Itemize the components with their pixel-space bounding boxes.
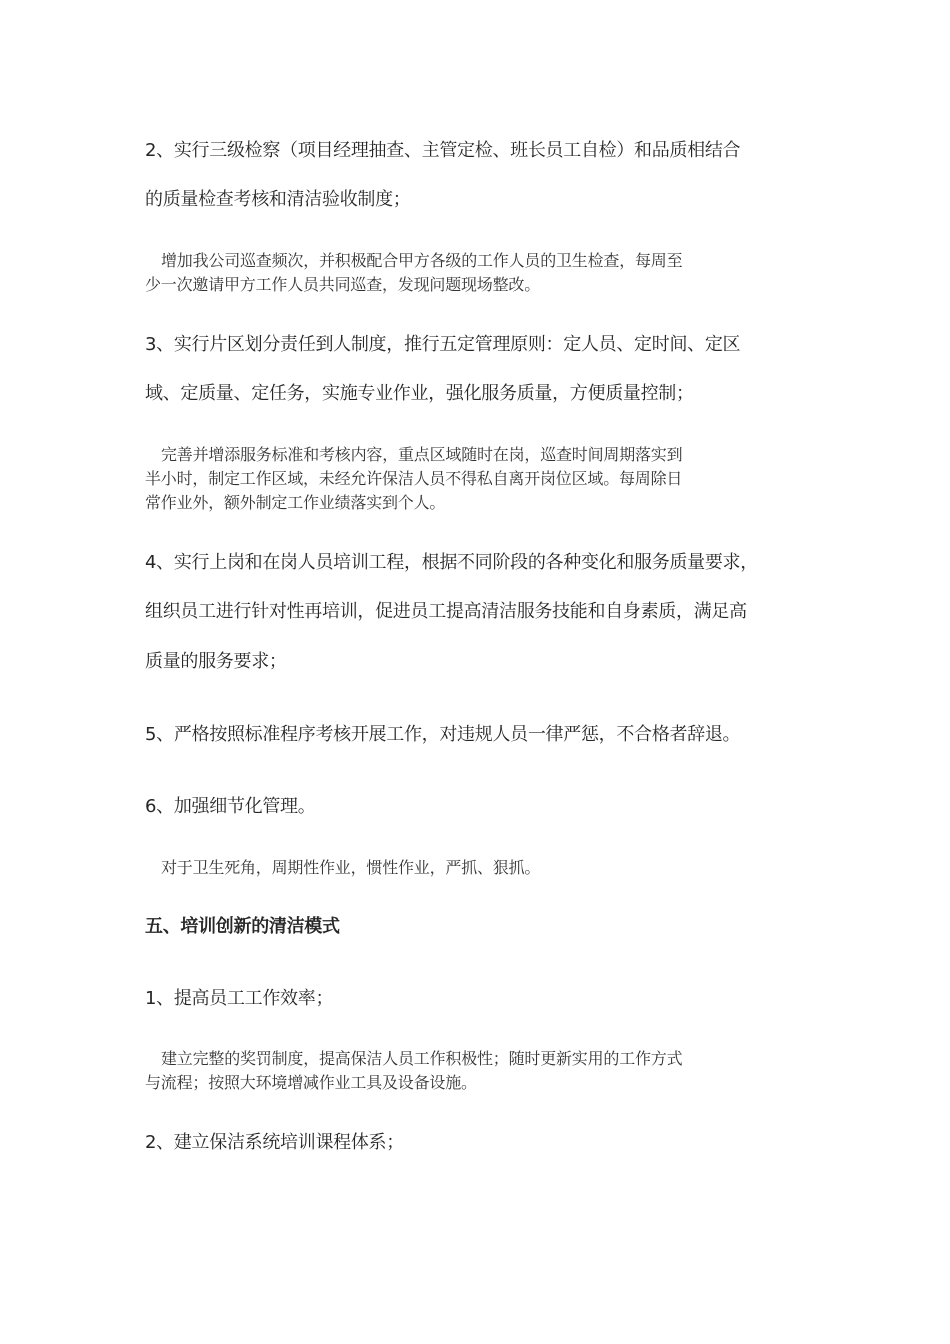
section-5-heading: 五、培训创新的清洁模式: [145, 916, 340, 937]
item-3-line-1: 3、实行片区划分责任到人制度，推行五定管理原则：定人员、定时间、定区: [145, 334, 741, 355]
item-2-line-2: 的质量检查考核和清洁验收制度；: [145, 189, 411, 210]
section-5-item-1: 1、提高员工工作效率；: [145, 988, 334, 1009]
note-2-line-3: 常作业外，额外制定工作业绩落实到个人。: [145, 493, 446, 512]
item-6: 6、加强细节化管理。: [145, 796, 316, 817]
item-5: 5、严格按照标准程序考核开展工作，对违规人员一律严惩，不合格者辞退。: [145, 724, 741, 745]
item-3-line-2: 域、定质量、定任务，实施专业作业，强化服务质量，方便质量控制；: [145, 383, 694, 404]
note-4-line-1: 建立完整的奖罚制度，提高保洁人员工作积极性；随时更新实用的工作方式: [161, 1049, 683, 1068]
note-2-line-1: 完善并增添服务标准和考核内容，重点区域随时在岗，巡查时间周期落实到: [161, 445, 683, 464]
note-1-line-1: 增加我公司巡查频次，并积极配合甲方各级的工作人员的卫生检查，每周至: [161, 251, 683, 270]
item-2-line-1: 2、实行三级检察（项目经理抽查、主管定检、班长员工自检）和品质相结合: [145, 140, 741, 161]
item-4-line-3: 质量的服务要求；: [145, 651, 287, 672]
item-4-line-2: 组织员工进行针对性再培训，促进员工提高清洁服务技能和自身素质，满足高: [145, 601, 747, 622]
note-4-line-2: 与流程；按照大环境增减作业工具及设备设施。: [145, 1073, 477, 1092]
note-1-line-2: 少一次邀请甲方工作人员共同巡查，发现问题现场整改。: [145, 275, 541, 294]
item-4-line-1: 4、实行上岗和在岗人员培训工程，根据不同阶段的各种变化和服务质量要求，: [145, 552, 758, 573]
note-2-line-2: 半小时，制定工作区域，未经允许保洁人员不得私自离开岗位区域。每周除日: [145, 469, 683, 488]
section-5-item-2: 2、建立保洁系统培训课程体系；: [145, 1132, 404, 1153]
note-3: 对于卫生死角，周期性作业，惯性作业，严抓、狠抓。: [161, 858, 541, 877]
